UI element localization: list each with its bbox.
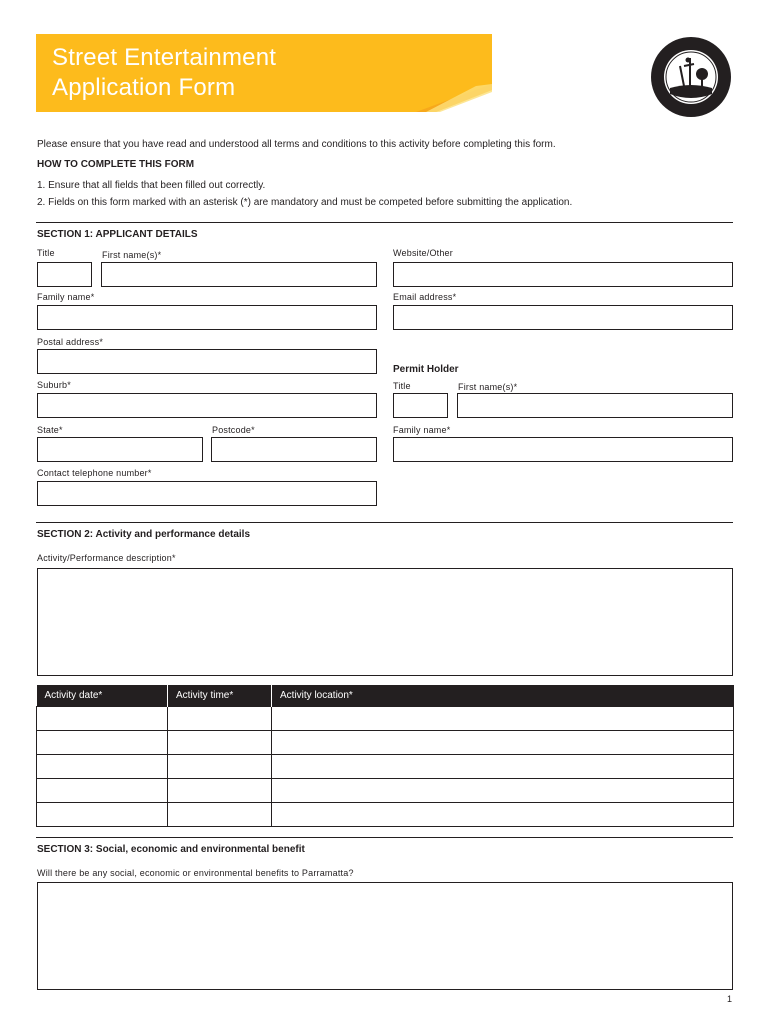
website-label: Website/Other — [393, 248, 453, 258]
postal-address-field[interactable] — [37, 349, 377, 374]
how-to-heading: HOW TO COMPLETE THIS FORM — [37, 159, 195, 170]
activity-date-cell[interactable] — [37, 803, 168, 827]
permit-family-name-label: Family name* — [393, 425, 451, 435]
phone-label: Contact telephone number* — [37, 468, 152, 478]
instruction-step-1: 1. Ensure that all fields that been filled out correctly. — [37, 180, 266, 191]
activity-schedule-table — [36, 685, 734, 827]
form-title-line1: Street Entertainment — [52, 44, 277, 71]
benefit-question-label: Will there be any social, economic or environmental benefits to Parramatta? — [37, 868, 354, 878]
section3-heading: SECTION 3: Social, economic and environmental benefit — [37, 844, 305, 855]
first-name-field[interactable] — [101, 262, 377, 287]
email-field[interactable] — [393, 305, 733, 330]
page-number: 1 — [727, 994, 733, 1004]
section1-heading: SECTION 1: APPLICANT DETAILS — [37, 229, 198, 240]
state-label: State* — [37, 425, 63, 435]
activity-date-cell[interactable] — [37, 707, 168, 731]
permit-first-name-field[interactable] — [457, 393, 733, 418]
title-label: Title — [37, 248, 55, 258]
permit-holder-heading: Permit Holder — [393, 364, 459, 375]
state-field[interactable] — [37, 437, 203, 462]
postal-address-label: Postal address* — [37, 337, 104, 347]
activity-time-cell[interactable] — [168, 731, 272, 755]
activity-time-cell[interactable] — [168, 707, 272, 731]
postcode-label: Postcode* — [212, 425, 255, 435]
section-divider — [36, 222, 733, 223]
phone-field[interactable] — [37, 481, 377, 506]
intro-text: Please ensure that you have read and understood all terms and conditions to this activity before completing this form. — [37, 139, 556, 150]
permit-family-name-field[interactable] — [393, 437, 733, 462]
column-header-activity-location: Activity location* — [272, 685, 734, 707]
table-row — [37, 779, 734, 803]
activity-description-label: Activity/Performance description* — [37, 553, 176, 563]
title-field[interactable] — [37, 262, 92, 287]
activity-date-cell[interactable] — [37, 755, 168, 779]
benefit-answer-field[interactable] — [37, 882, 733, 990]
table-row — [37, 707, 734, 731]
postcode-field[interactable] — [211, 437, 377, 462]
email-label: Email address* — [393, 292, 457, 302]
activity-date-cell[interactable] — [37, 779, 168, 803]
activity-time-cell[interactable] — [168, 779, 272, 803]
first-name-label: First name(s)* — [102, 250, 162, 260]
city-seal-logo — [650, 36, 732, 118]
permit-title-field[interactable] — [393, 393, 448, 418]
activity-location-cell[interactable] — [272, 731, 734, 755]
permit-first-name-label: First name(s)* — [458, 382, 518, 392]
suburb-label: Suburb* — [37, 380, 71, 390]
form-title-line2: Application Form — [52, 74, 236, 101]
section-divider — [36, 522, 733, 523]
table-row — [37, 755, 734, 779]
activity-time-cell[interactable] — [168, 755, 272, 779]
activity-description-field[interactable] — [37, 568, 733, 676]
suburb-field[interactable] — [37, 393, 377, 418]
activity-location-cell[interactable] — [272, 755, 734, 779]
permit-title-label: Title — [393, 381, 411, 391]
website-field[interactable] — [393, 262, 733, 287]
instruction-step-2: 2. Fields on this form marked with an asterisk (*) are mandatory and must be competed before submitting the application. — [37, 197, 573, 208]
table-row — [37, 731, 734, 755]
section2-heading: SECTION 2: Activity and performance details — [37, 529, 251, 540]
table-row — [37, 803, 734, 827]
section-divider — [36, 837, 733, 838]
activity-location-cell[interactable] — [272, 803, 734, 827]
activity-location-cell[interactable] — [272, 707, 734, 731]
family-name-field[interactable] — [37, 305, 377, 330]
column-header-activity-date: Activity date* — [37, 685, 168, 707]
activity-time-cell[interactable] — [168, 803, 272, 827]
activity-location-cell[interactable] — [272, 779, 734, 803]
activity-date-cell[interactable] — [37, 731, 168, 755]
column-header-activity-time: Activity time* — [168, 685, 272, 707]
family-name-label: Family name* — [37, 292, 95, 302]
